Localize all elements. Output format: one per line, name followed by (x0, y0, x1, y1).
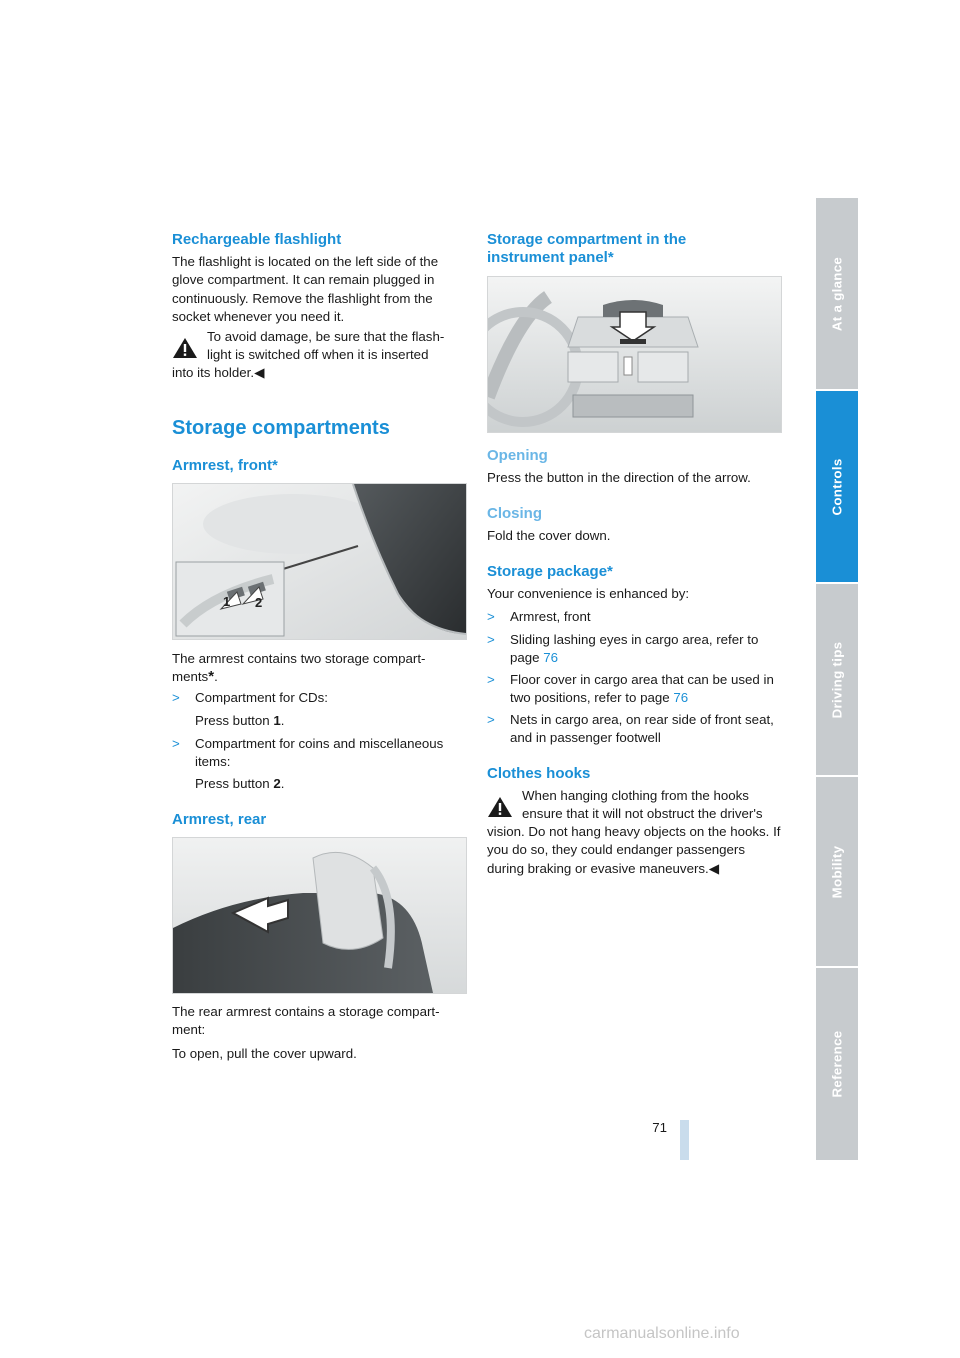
armrest-front-image (172, 483, 467, 640)
flashlight-warning-line3: into its holder.◀ (172, 365, 265, 380)
clothes-hooks-heading: Clothes hooks (487, 765, 591, 782)
closing-paragraph: Fold the cover down. (487, 528, 611, 543)
armrest-rear-image (172, 837, 467, 994)
label-2: 2 (255, 595, 263, 610)
opening-paragraph: Press the button in the direction of the arrow. (487, 470, 751, 485)
list-item-cds-press: Press button 1. (195, 713, 285, 728)
flashlight-paragraph: The flashlight is located on the left side of the glove compartment. It can remain plugged in continuously. Remove the flashlight from the socket whenever you need it. (172, 254, 439, 324)
storage-package-heading: Storage package* (487, 563, 613, 580)
closing-heading: Closing (487, 505, 542, 522)
list-item-cds: > Compartment for CDs: (172, 690, 329, 705)
flashlight-warning-line1: To avoid damage, be sure that the flash- (207, 329, 445, 344)
package-item-lashing: > Sliding lashing eyes in cargo area, refer to page 76 (487, 632, 759, 666)
armrest-rear-heading: Armrest, rear (172, 811, 267, 828)
list-item-coins-press: Press button 2. (195, 776, 285, 791)
instrument-panel-heading: Storage compartment in the instrument panel* (487, 231, 687, 266)
hooks-warning-line1: When hanging clothing from the hooks (522, 788, 749, 803)
instrument-panel-image (487, 276, 782, 433)
package-item-nets: > Nets in cargo area, on rear side of front seat, and in passenger footwell (487, 712, 774, 746)
page-link-76[interactable]: 76 (543, 650, 559, 666)
chapter-tabs (816, 198, 858, 1160)
armrest-front-paragraph: The armrest contains two storage compart- ments*. (172, 651, 426, 686)
flashlight-heading: Rechargeable flashlight (172, 231, 342, 248)
tab-driving-tips[interactable]: Driving tips (816, 584, 858, 777)
package-item-armrest: > Armrest, front (487, 609, 591, 624)
label-1: 1 (223, 594, 231, 609)
armrest-rear-open: To open, pull the cover upward. (172, 1046, 357, 1061)
package-item-floor: > Floor cover in cargo area that can be used in two positions, refer to page 76 (487, 672, 774, 706)
hooks-warning-line2: ensure that it will not obstruct the driver's (522, 806, 763, 821)
hooks-warning-line3: vision. Do not hang heavy objects on the hooks. If you do so, they could endanger passengers during braking or evasive maneuvers.◀ (487, 824, 781, 876)
page-number: 71 (652, 1120, 667, 1135)
storage-package-paragraph: Your convenience is enhanced by: (487, 586, 690, 601)
watermark: carmanualsonline.info (584, 1325, 740, 1342)
warning-icon-hooks (487, 796, 513, 818)
page-link-76-b[interactable]: 76 (673, 690, 689, 706)
tab-mobility[interactable]: Mobility (816, 777, 858, 968)
warning-icon (172, 337, 198, 359)
armrest-front-heading: Armrest, front* (172, 457, 278, 474)
flashlight-warning-line2: light is switched off when it is inserted (207, 347, 429, 362)
armrest-rear-paragraph: The rear armrest contains a storage compart-ment: (172, 1004, 440, 1038)
end-mark-hooks: ◀ (708, 860, 719, 876)
page-number-bar (680, 1120, 689, 1160)
end-mark: ◀ (254, 365, 265, 380)
tab-at-a-glance[interactable]: At a glance (816, 198, 858, 391)
tab-controls[interactable]: Controls (816, 391, 858, 584)
list-item-coins: > Compartment for coins and miscellaneous items: (172, 736, 444, 770)
storage-compartments-heading: Storage compartments (172, 417, 390, 439)
tab-reference[interactable]: Reference (816, 968, 858, 1160)
opening-heading: Opening (487, 447, 548, 464)
